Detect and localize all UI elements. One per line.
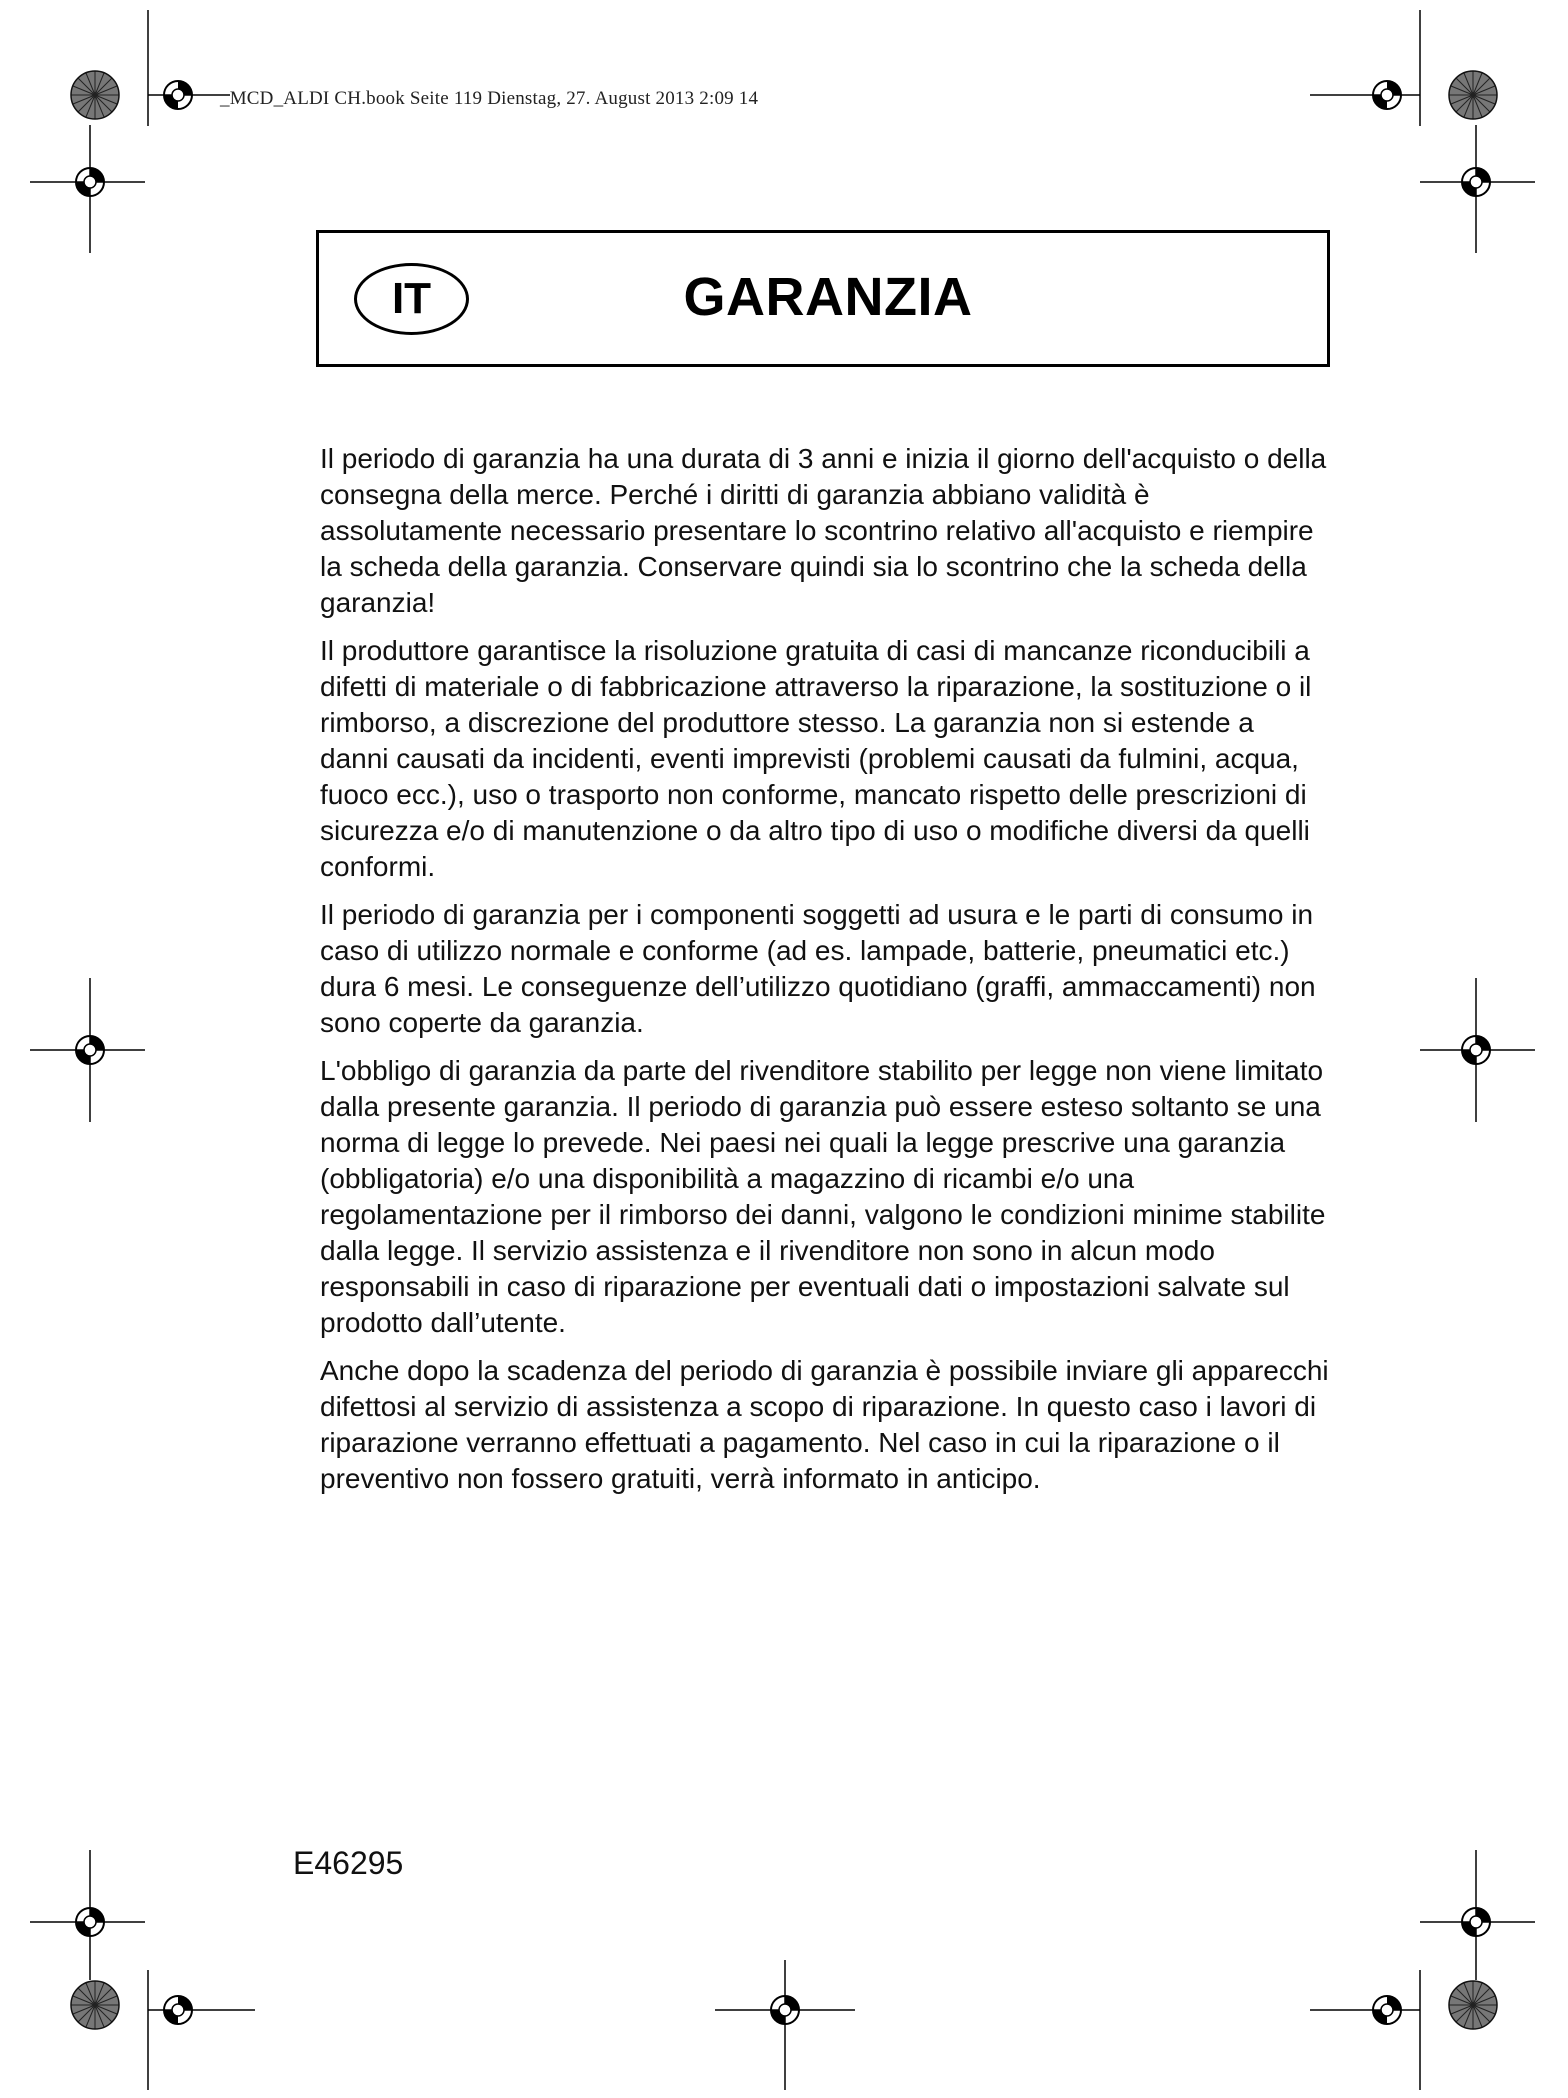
registration-mark	[1373, 81, 1401, 109]
paragraph: Il produttore garantisce la risoluzione gratuita di casi di mancanze riconducibili a difetti di materiale o di fabbricazione attraverso la riparazione, la sostituzione o il rimborso, a discrezione del produttore stesso. La garanzia non si estende a danni causati da incidenti, eventi imprevisti (problemi causati da fulmini, acqua, fuoco ecc.), uso o trasporto non conforme, mancato rispetto delle prescrizioni di sicurezza e/o di manutenzione o da altro tipo di uso o modifiche diversi da quelli conformi.	[320, 635, 1312, 882]
registration-mark	[76, 1908, 104, 1936]
warranty-text	[320, 441, 1330, 1509]
registration-mark	[164, 81, 192, 109]
product-code: E46295	[293, 1845, 404, 1881]
color-wheel-mark	[71, 71, 119, 119]
color-wheel-mark	[1449, 1981, 1497, 2029]
color-wheel-mark	[71, 1981, 119, 2029]
registration-mark	[76, 168, 104, 196]
registration-mark	[771, 1996, 799, 2024]
paragraph: L'obbligo di garanzia da parte del rivenditore stabilito per legge non viene limitato dalla presente garanzia. Il periodo di garanzia può essere esteso soltanto se una norma di legge lo prevede. Nei paesi nei quali la legge prescrive una garanzia (obbligatoria) e/o una disponibilità a magazzino di ricambi e/o una regolamentazione per il rimborso dei danni, valgono le condizioni minime stabilite dalla legge. Il servizio assistenza e il rivenditore non sono in alcun modo responsabili in caso di riparazione per eventuali dati o impostazioni salvate sul prodotto dall’utente.	[320, 1055, 1326, 1338]
title-box	[316, 230, 1330, 367]
language-badge: IT	[354, 263, 469, 335]
registration-mark	[164, 1996, 192, 2024]
registration-mark	[76, 1036, 104, 1064]
registration-mark	[1462, 168, 1490, 196]
page-title: GARANZIA	[683, 267, 973, 327]
registration-mark	[1462, 1036, 1490, 1064]
registration-mark	[1373, 1996, 1401, 2024]
color-wheel-mark	[1449, 71, 1497, 119]
paragraph: Anche dopo la scadenza del periodo di garanzia è possibile inviare gli apparecchi difettosi al servizio di assistenza a scopo di riparazione. In questo caso i lavori di riparazione verranno effettuati a pagamento. Nel caso in cui la riparazione o il preventivo non fossero gratuiti, verrà informato in anticipo.	[320, 1355, 1329, 1494]
paragraph: Il periodo di garanzia per i componenti soggetti ad usura e le parti di consumo in caso di utilizzo normale e conforme (ad es. lampade, batterie, pneumatici etc.) dura 6 mesi. Le conseguenze dell’utilizzo quotidiano (graffi, ammaccamenti) non sono coperte da garanzia.	[320, 899, 1316, 1038]
paragraph: Il periodo di garanzia ha una durata di 3 anni e inizia il giorno dell'acquisto o della consegna della merce. Perché i diritti di garanzia abbiano validità è assolutamente necessario presentare lo scontrino relativo all'acquisto e riempire la scheda della garanzia. Conservare quindi sia lo scontrino che la scheda della garanzia!	[320, 443, 1327, 618]
print-header: _MCD_ALDI CH.book Seite 119 Dienstag, 27. August 2013 2:09 14	[220, 88, 759, 109]
registration-mark	[1462, 1908, 1490, 1936]
